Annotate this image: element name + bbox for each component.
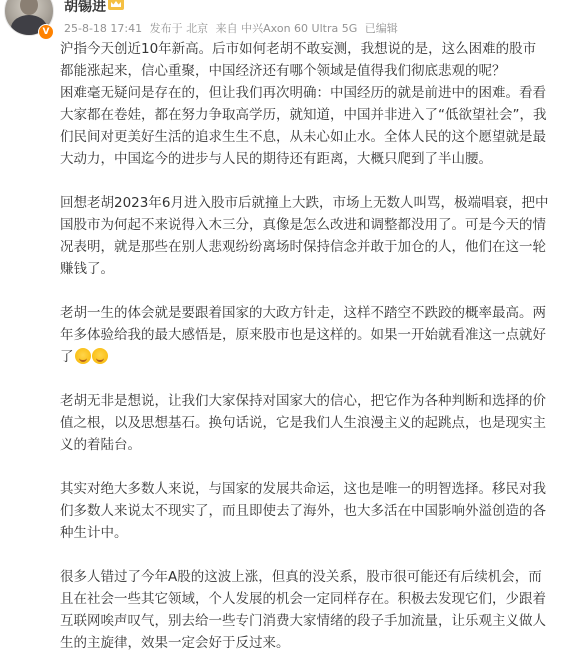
post-source: 来自 中兴Axon 60 Ultra 5G [215,22,358,35]
post-edited[interactable]: 已编辑 [364,22,398,35]
post-body [60,38,554,654]
text-line: 生的主旋律，效果一定会好于反过来。 [60,635,290,651]
text-line: 年多体验给我的最大感悟是，原来股市也是这样的。如果一开始就看准这一点就好 [60,327,546,343]
text-line: 国股市为何起不来说得入木三分，真像是怎么改进和调整都没用了。可是今天的情 [60,217,546,233]
post-timestamp[interactable]: 25-8-18 17:41 [64,22,143,35]
avatar-head [20,0,38,15]
text-line: 值之根，以及思想基石。换句话说，它是我们人生浪漫主义的起跳点，也是现实主 [60,415,546,431]
text-line: 且在社会一些其它领域，个人发展的机会一定同样存在。积极去发现它们，少跟着 [60,591,546,607]
verified-badge-icon: V [38,24,54,40]
paragraph [60,192,554,280]
paragraph [60,38,554,170]
laughing-emoji-icon [92,348,108,364]
post-header [0,0,565,40]
text-line: 大动力，中国迄今的进步与人民的期待还有距离，大概只爬到了半山腰。 [60,151,492,167]
text-line: 大家都在卷娃，都在努力争取高学历，就知道，中国并非进入了“低欲望社会”，我 [60,107,547,123]
paragraph [60,566,554,654]
text-line: 老胡无非是想说，让我们大家保持对国家大的信心，把它作为各种判断和选择的价 [60,393,546,409]
post-location: 发布于 北京 [149,22,209,35]
text-line: 很多人错过了今年A股的这波上涨，但真的没关系，股市很可能还有后续机会，而 [60,569,542,585]
paragraph [60,478,554,544]
post-meta [64,20,402,36]
text-line: 互联网唉声叹气，别去给一些专门消费大家情绪的段子手加流量，让乐观主义做人 [60,613,546,629]
text-line: 义的着陆台。 [60,437,141,453]
laughing-emoji-icon [75,348,91,364]
text-line: 其实对绝大多数人来说，与国家的发展共命运，这也是唯一的明智选择。移民对我 [60,481,546,497]
paragraph [60,302,554,368]
text-line: 们多数人来说太不现实了，而且即使去了海外，也大多活在中国影响外溢创造的各 [60,503,546,519]
text-line: 困难毫无疑问是存在的，但让我们再次明确：中国经历的就是前进中的困难。看看 [60,85,546,101]
text-line: 沪指今天创近10年新高。后市如何老胡不敢妄测，我想说的是，这么困难的股市 [60,41,537,57]
text-line: 况表明，就是那些在别人悲观纷纷离场时保持信念并敢于加仓的人，他们在这一轮 [60,239,546,255]
text-fragment: 了 [60,349,74,365]
text-line: 种生计中。 [60,525,128,541]
paragraph [60,390,554,456]
crown-icon [108,0,124,10]
text-line: 都能涨起来，信心重聚，中国经济还有哪个领域是值得我们彻底悲观的呢？ [60,63,506,79]
text-line: 们民间对更美好生活的追求生生不息，从未心如止水。全体人民的这个愿望就是最 [60,129,546,145]
text-line: 赚钱了。 [60,261,114,277]
text-line: 回想老胡2023年6月进入股市后就撞上大跌，市场上无数人叫骂，极端唱衰，把中 [60,195,549,211]
text-line [60,346,554,368]
author-name[interactable]: 胡锡进 [64,0,106,15]
text-line: 老胡一生的体会就是要跟着国家的大政方针走，这样不踏空不跌跤的概率最高。两 [60,305,546,321]
